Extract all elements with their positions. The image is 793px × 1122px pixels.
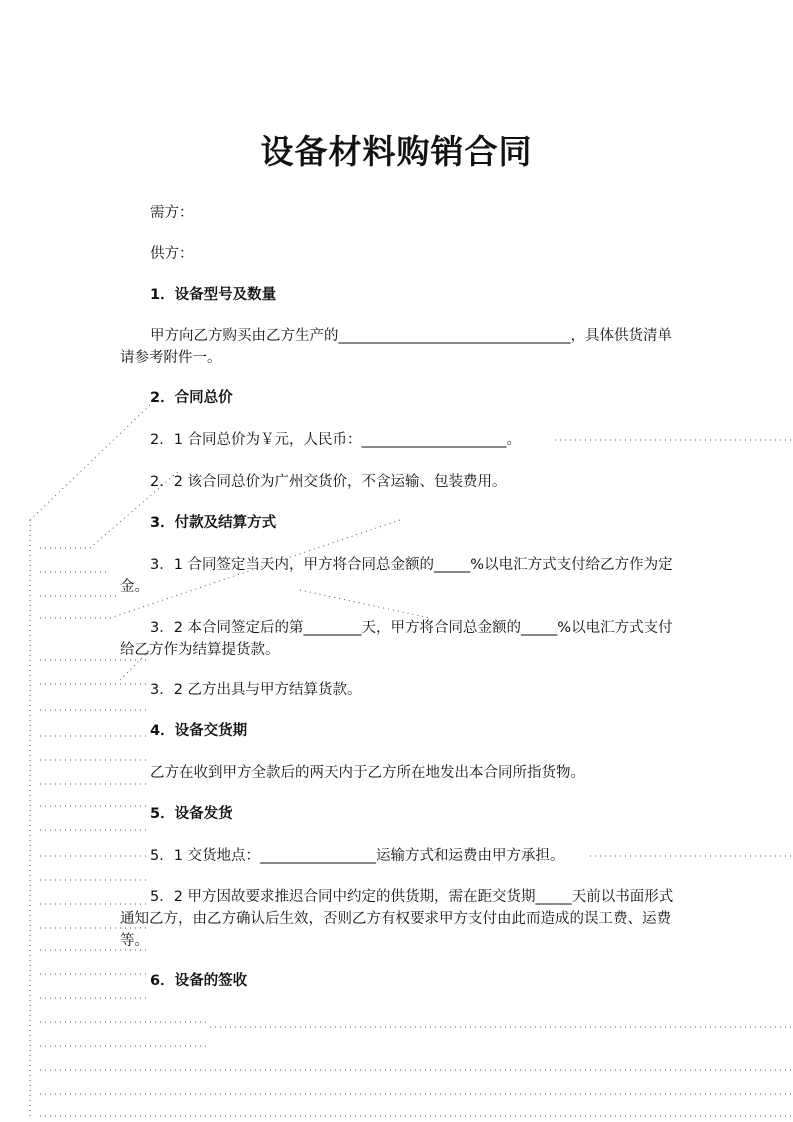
clause-3-1: 3．1 合同签定当天内，甲方将合同总金额的_____%以电汇方式支付给乙方作为定金。 (120, 557, 673, 595)
section-3-heading: 3．付款及结算方式 (150, 515, 277, 531)
section-1-heading: 1．设备型号及数量 (150, 287, 277, 303)
clause-3-2a: 3．2 本合同签定后的第________天，甲方将合同总金额的_____%以电汇方式支付给乙方作为结算提货款。 (120, 620, 673, 658)
seller-label: 供方： (150, 246, 194, 262)
clause-5-2: 5．2 甲方因故要求推迟合同中约定的供货期，需在距交货期_____天前以书面形式通知乙方，由乙方确认后生效，否则乙方有权要求甲方支付由此而造成的误工费、运费等。 (120, 889, 674, 949)
document-title: 设备材料购销合同 (260, 132, 533, 171)
section-4-heading: 4．设备交货期 (150, 723, 248, 739)
section-4-text: 乙方在收到甲方全款后的两天内于乙方所在地发出本合同所指货物。 (150, 765, 585, 781)
clause-5-1: 5．1 交货地点：________________运输方式和运费由甲方承担。 (150, 848, 565, 864)
section-6-heading: 6．设备的签收 (150, 973, 248, 989)
section-2-heading: 2．合同总价 (150, 390, 233, 406)
section-5-heading: 5．设备发货 (150, 806, 233, 822)
clause-3-2b: 3．2 乙方出具与甲方结算货款。 (150, 682, 362, 698)
buyer-label: 需方： (150, 205, 194, 221)
section-1-text: 甲方向乙方购买由乙方生产的________________________________，具体供货清单请参考附件一。 (120, 328, 672, 366)
clause-2-1: 2．1 合同总价为￥元，人民币：____________________。 (150, 432, 522, 448)
clause-2-2: 2．2 该合同总价为广州交货价，不含运输、包装费用。 (150, 474, 507, 490)
